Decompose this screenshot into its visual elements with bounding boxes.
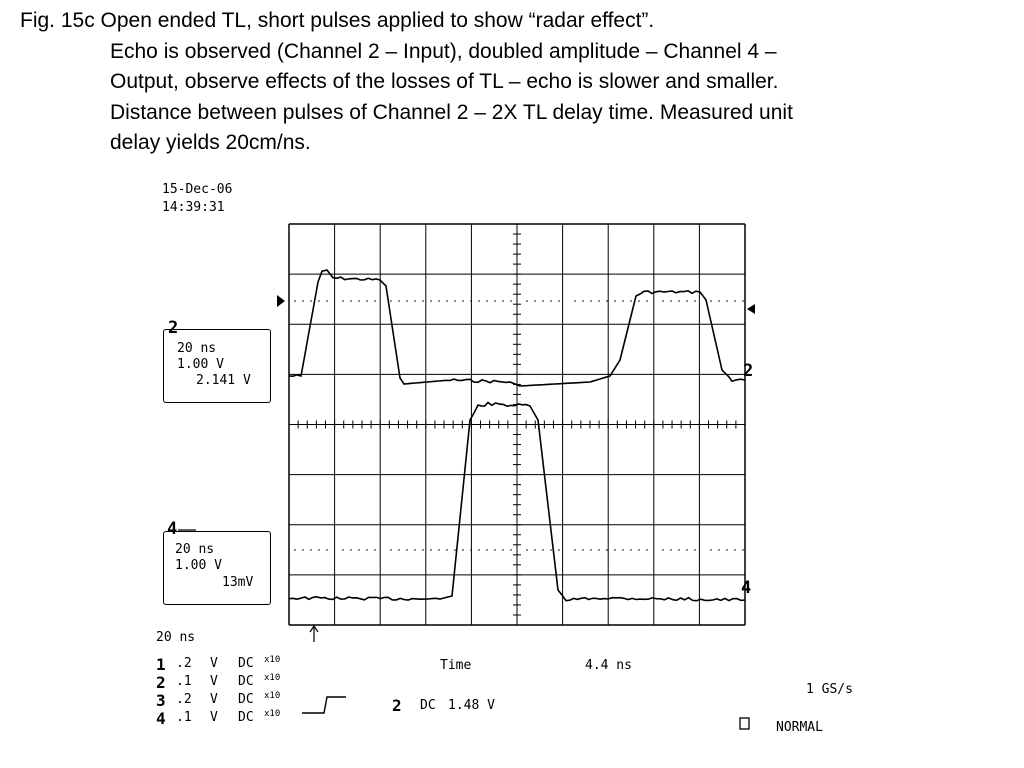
reference-dot	[342, 549, 344, 551]
channel-2-trace-marker: 2	[743, 361, 754, 381]
reference-dot	[350, 549, 352, 551]
reference-dot	[494, 300, 496, 302]
trigger-coupling: DC	[420, 698, 436, 713]
reference-dot	[542, 300, 544, 302]
reference-dot	[350, 300, 352, 302]
reference-dot	[710, 549, 712, 551]
reference-dot	[446, 549, 448, 551]
reference-dot	[670, 549, 672, 551]
reference-dot	[734, 300, 736, 302]
reference-dot	[294, 549, 296, 551]
reference-dot	[486, 300, 488, 302]
channel-probe: x10	[264, 709, 281, 719]
reference-dot	[662, 549, 664, 551]
channel-probe: x10	[264, 673, 281, 683]
reference-dot	[470, 300, 472, 302]
trigger-arrow-icon	[310, 626, 318, 642]
reference-dot	[582, 300, 584, 302]
reference-dot	[534, 549, 536, 551]
left-level-arrow	[277, 295, 285, 307]
channel-2-volts: 1.00 V	[177, 357, 224, 372]
sample-rate: 1 GS/s	[806, 682, 853, 697]
channel-unit: V	[210, 674, 218, 689]
channel-2-value: 2.141 V	[196, 373, 251, 388]
reference-dot	[670, 300, 672, 302]
acquisition-mode: NORMAL	[776, 720, 823, 735]
reference-dot	[638, 549, 640, 551]
reference-dot	[742, 549, 744, 551]
reference-dot	[678, 300, 680, 302]
caption-line-1: Fig. 15c Open ended TL, short pulses applied to show “radar effect”.	[20, 9, 655, 32]
trigger-level: 1.48 V	[448, 698, 495, 713]
reference-dot	[390, 549, 392, 551]
reference-dot	[558, 549, 560, 551]
channel-2-info-box	[163, 329, 271, 403]
reference-dot	[590, 300, 592, 302]
channel-probe: x10	[264, 691, 281, 701]
reference-dot	[614, 300, 616, 302]
reference-dot	[454, 549, 456, 551]
channel-4-value: 13mV	[222, 575, 254, 590]
reference-dot	[574, 549, 576, 551]
reference-dot	[686, 300, 688, 302]
reference-dot	[326, 300, 328, 302]
reference-dot	[734, 549, 736, 551]
scope-time: 14:39:31	[162, 200, 225, 215]
channel-4-timebase: 20 ns	[175, 542, 215, 557]
reference-dot	[606, 549, 608, 551]
trigger-edge-icon	[302, 697, 346, 713]
reference-dot	[622, 549, 624, 551]
reference-dot	[550, 549, 552, 551]
reference-dot	[454, 300, 456, 302]
reference-dot	[478, 549, 480, 551]
reference-dot	[462, 549, 464, 551]
channel-4-box-label: 4	[167, 519, 178, 539]
reference-dot	[558, 300, 560, 302]
reference-dot	[646, 300, 648, 302]
reference-dot	[310, 300, 312, 302]
reference-dot	[662, 300, 664, 302]
reference-dot	[678, 549, 680, 551]
reference-dot	[718, 300, 720, 302]
caption-line-2: Echo is observed (Channel 2 – Input), doubled amplitude – Channel 4 –	[110, 39, 777, 63]
reference-dot	[398, 300, 400, 302]
time-value: 4.4 ns	[585, 658, 632, 673]
channel-number: 3	[156, 691, 166, 710]
reference-dot	[326, 549, 328, 551]
time-label: Time	[440, 658, 472, 673]
reference-dot	[358, 300, 360, 302]
reference-dot	[630, 300, 632, 302]
reference-dot	[342, 300, 344, 302]
reference-dot	[406, 549, 408, 551]
reference-dot	[398, 549, 400, 551]
reference-dot	[742, 300, 744, 302]
reference-dot	[366, 300, 368, 302]
reference-dot	[390, 300, 392, 302]
reference-dot	[414, 300, 416, 302]
caption-line-3: Output, observe effects of the losses of TL – echo is slower and smaller.	[110, 70, 779, 93]
reference-dot	[590, 549, 592, 551]
reference-dot	[726, 549, 728, 551]
channel-2-timebase: 20 ns	[177, 341, 217, 356]
channel-unit: V	[210, 656, 218, 671]
trigger-channel: 2	[392, 696, 402, 715]
reference-dot	[486, 549, 488, 551]
channel-scale: .1	[176, 674, 192, 689]
channel-scale: .2	[176, 692, 192, 707]
reference-dot	[406, 300, 408, 302]
channel-scale: .1	[176, 710, 192, 725]
channel-unit: V	[210, 710, 218, 725]
right-level-arrow	[747, 304, 755, 314]
reference-dot	[422, 300, 424, 302]
reference-dot	[366, 549, 368, 551]
reference-dot	[694, 549, 696, 551]
mode-checkbox-icon	[740, 718, 749, 729]
reference-dot	[686, 549, 688, 551]
channel-4-trace-marker: 4	[741, 578, 752, 598]
reference-dot	[694, 300, 696, 302]
caption-line-4: Distance between pulses of Channel 2 – 2X TL delay time. Measured unit	[110, 100, 793, 124]
reference-dot	[494, 549, 496, 551]
reference-dot	[470, 549, 472, 551]
reference-dot	[358, 549, 360, 551]
reference-dot	[438, 300, 440, 302]
reference-dot	[414, 549, 416, 551]
channel-4-volts: 1.00 V	[175, 558, 222, 573]
reference-dot	[430, 549, 432, 551]
reference-dot	[478, 300, 480, 302]
reference-dot	[526, 300, 528, 302]
reference-dot	[462, 300, 464, 302]
channel-coupling: DC	[238, 674, 254, 689]
reference-dot	[598, 300, 600, 302]
reference-dot	[718, 549, 720, 551]
reference-dot	[630, 549, 632, 551]
reference-dot	[502, 300, 504, 302]
channel-coupling: DC	[238, 692, 254, 707]
reference-dot	[710, 300, 712, 302]
reference-dot	[534, 300, 536, 302]
reference-dot	[438, 549, 440, 551]
channel-coupling: DC	[238, 710, 254, 725]
reference-dot	[310, 549, 312, 551]
reference-dot	[294, 300, 296, 302]
reference-dot	[502, 549, 504, 551]
scope-date: 15-Dec-06	[162, 182, 233, 197]
channel-unit: V	[210, 692, 218, 707]
reference-dot	[542, 549, 544, 551]
reference-dot	[318, 549, 320, 551]
reference-dot	[646, 549, 648, 551]
reference-dot	[614, 549, 616, 551]
reference-dot	[582, 549, 584, 551]
reference-dot	[526, 549, 528, 551]
reference-dot	[374, 549, 376, 551]
reference-dot	[510, 549, 512, 551]
reference-dot	[574, 300, 576, 302]
reference-dot	[422, 549, 424, 551]
reference-dot	[374, 300, 376, 302]
channel-number: 1	[156, 655, 166, 674]
reference-dot	[726, 300, 728, 302]
reference-dot	[446, 300, 448, 302]
reference-dot	[510, 300, 512, 302]
reference-dot	[302, 549, 304, 551]
channel-number: 4	[156, 709, 166, 728]
reference-dot	[318, 300, 320, 302]
channel-2-box-label: 2	[168, 318, 179, 338]
reference-dot	[302, 300, 304, 302]
channel-number: 2	[156, 673, 166, 692]
channel-4-info-box	[163, 531, 271, 605]
reference-dot	[622, 300, 624, 302]
channel-coupling: DC	[238, 656, 254, 671]
reference-dot	[430, 300, 432, 302]
reference-dot	[606, 300, 608, 302]
timebase-label: 20 ns	[156, 630, 196, 645]
reference-dot	[550, 300, 552, 302]
reference-dot	[638, 300, 640, 302]
reference-dot	[598, 549, 600, 551]
channel-probe: x10	[264, 655, 281, 665]
channel-scale: .2	[176, 656, 192, 671]
caption-line-5: delay yields 20cm/ns.	[110, 131, 311, 154]
